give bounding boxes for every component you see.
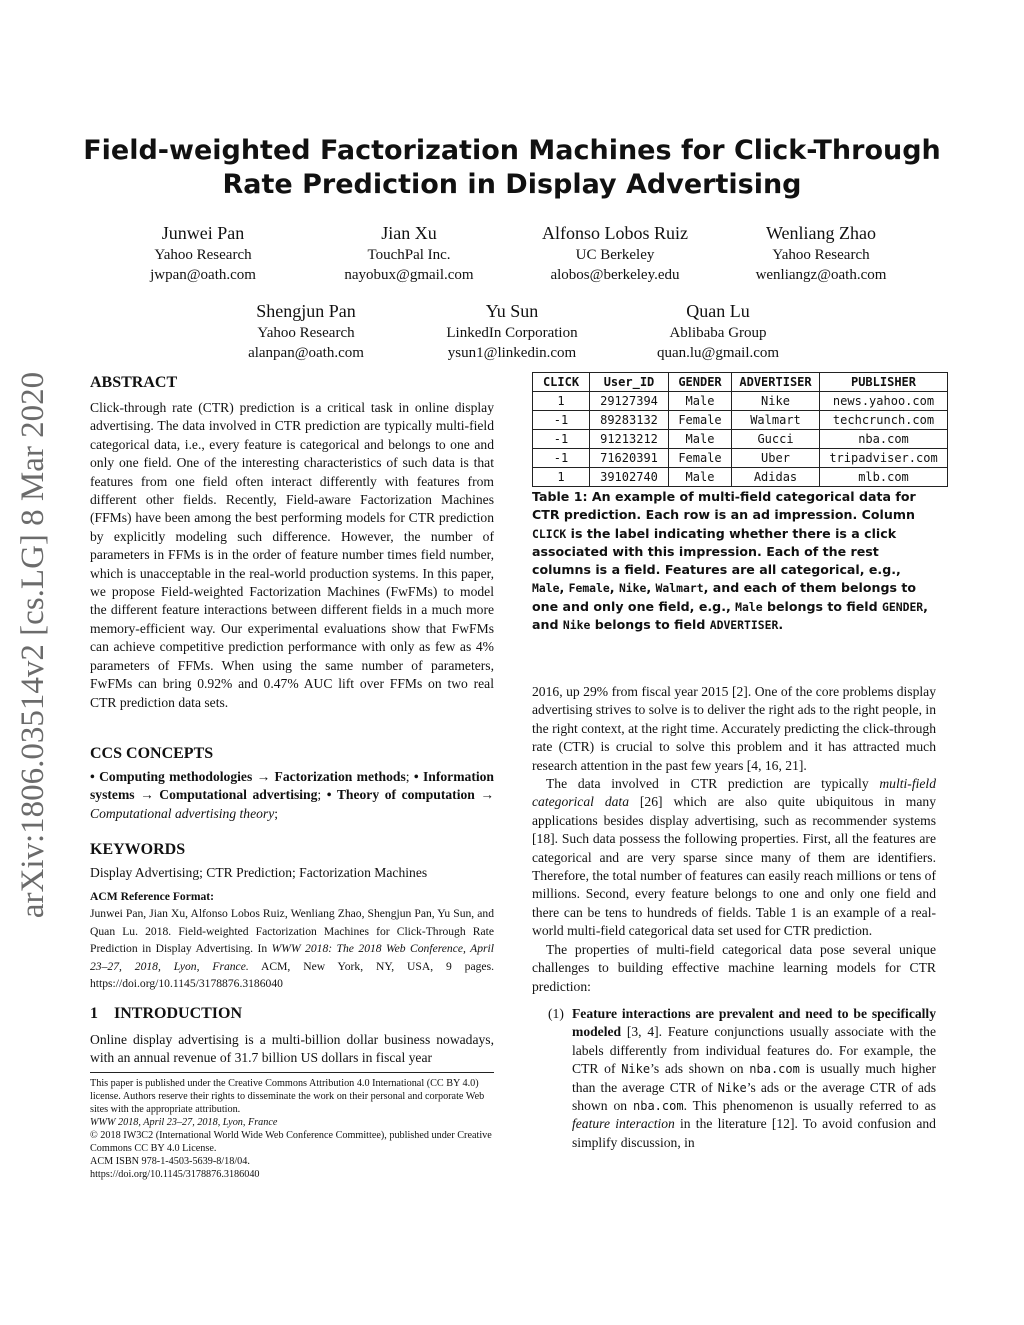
author-email: jwpan@oath.com: [150, 267, 256, 283]
abstract-text: Click-through rate (CTR) prediction is a critical task in online display advertising. The data involved in CTR prediction are typically multi-field categorical data, i.e., every feature is categorical and belongs to one and only one field. One of the interesting characteristics of such data is that features from one field often interact differently with features from different other fields. Recently, Field-aware Factorization Machines (FFMs) have been among the best performing models for CTR prediction by explicitly modeling such difference. However, the number of parameters in FFMs is in the order of feature number times field number, which is unacceptable in the real-world production systems. In this paper, we propose Field-weighted Factorization Machines (FwFMs) to model the different feature interactions between different fields in a much more memory-efficient way. Our experimental evaluations show that FwFMs can achieve competitive prediction performance with only as few as 4% parameters of FFMs. When using the same number of parameters, FwFMs can bring 0.92% and 0.47% AUC lift over FFMs on two real CTR prediction data sets.: [90, 400, 494, 710]
keywords-section: [90, 840, 494, 882]
author-name: Quan Lu: [686, 301, 750, 321]
author-5: [196, 299, 416, 363]
author-affiliation: Yahoo Research: [257, 325, 355, 341]
acm-ref-part: Junwei Pan, Jian Xu, Alfonso Lobos Ruiz, Wenliang Zhao, Shengjun Pan, Yu Sun, and Quan Lu. 2018. Field-weighted Factorization Machines for Click-Through Rate Prediction in Display Advertising. In: [90, 907, 494, 956]
table-caption: [532, 488, 936, 634]
list-item: [532, 1005, 936, 1152]
table-cell: mlb.com: [820, 468, 948, 487]
table-cell: nba.com: [820, 430, 948, 449]
caption-part: , and each of them belongs to one and only one field, e.g.,: [532, 580, 917, 614]
author-affiliation: Yahoo Research: [772, 247, 870, 263]
author-1: [93, 221, 313, 285]
code-term: nba.com: [749, 1062, 800, 1077]
table-cell: 1: [533, 392, 590, 411]
text-part: [26] which are also quite ubiquitous in many applications besides display advertising, such as recommender systems [18]. Such data possess the following properties. First, all the features are categorical and are very sparse since many of them are identifiers. Therefore, the total number of features can easily reach millions or tens of millions. Second, every feature belongs to one and only one field and there can be tens to hundreds of fields. Table 1 is an example of a real-world multi-field categorical data set used for CTR prediction.: [532, 794, 937, 939]
ccs-arrow: →: [474, 787, 494, 803]
text-part: [3, 4]. Feature conjunctions usually associate with the labels differently from individual features do. For example, the CTR of: [572, 1024, 936, 1077]
table-cell: Walmart: [732, 411, 820, 430]
keywords-text: Display Advertising; CTR Prediction; Factorization Machines: [90, 865, 428, 880]
author-name: Alfonso Lobos Ruiz: [542, 223, 688, 243]
acm-reference-heading: ACM Reference Format:: [90, 890, 215, 903]
caption-part: ,: [609, 580, 619, 596]
acm-ref-venue: WWW 2018: The 2018 Web Conference, April 23–27, 2018, Lyon, France.: [90, 942, 494, 973]
acm-reference-text: [90, 905, 494, 992]
ccs-term: Factorization methods: [274, 769, 406, 784]
table-header-cell: CLICK: [533, 373, 590, 392]
author-name: Junwei Pan: [161, 223, 245, 243]
table-cell: Gucci: [732, 430, 820, 449]
caption-code: Male: [532, 581, 560, 596]
table-cell: 89283132: [590, 411, 669, 430]
section-title: INTRODUCTION: [114, 1005, 243, 1022]
table-cell: tripadviser.com: [820, 449, 948, 468]
table-cell: 91213212: [590, 430, 669, 449]
table-cell: Nike: [732, 392, 820, 411]
table-cell: -1: [533, 430, 590, 449]
table-1: [532, 372, 948, 487]
footnote: [90, 1077, 494, 1181]
footnote-copyright: © 2018 IW3C2 (International World Wide Web Conference Committee), published under Creative Commons CC BY 4.0 License.: [90, 1130, 492, 1154]
footnote-venue: WWW 2018, April 23–27, 2018, Lyon, France: [90, 1117, 278, 1128]
text-part: ’s ads or the average CTR of ads shown on: [572, 1079, 936, 1113]
table-header-cell: GENDER: [669, 373, 732, 392]
caption-part: belongs to field: [590, 617, 710, 633]
ccs-term: • Theory of computation: [326, 787, 475, 803]
data-table: [532, 372, 948, 487]
table-cell: news.yahoo.com: [820, 392, 948, 411]
introduction-continued: [532, 683, 936, 1152]
caption-code: CLICK: [532, 526, 567, 541]
code-term: Nike: [621, 1062, 651, 1077]
caption-code: GENDER: [882, 599, 924, 614]
author-name: Shengjun Pan: [256, 301, 356, 321]
caption-part: ,: [646, 580, 656, 596]
caption-part: is the label indicating whether there is a click associated with this impression. Each of the rest columns is a field. Features are all categorical, e.g.,: [532, 525, 901, 578]
ccs-arrow: →: [252, 769, 275, 784]
table-cell: 71620391: [590, 449, 669, 468]
author-email: alobos@berkeley.edu: [550, 267, 680, 283]
author-3: [505, 221, 725, 285]
table-cell: 29127394: [590, 392, 669, 411]
ccs-term: • Computing methodologies: [90, 769, 253, 784]
author-affiliation: UC Berkeley: [575, 247, 655, 263]
table-row: [533, 468, 948, 487]
introduction-section: [90, 1004, 494, 1068]
footnote-doi: https://doi.org/10.1145/3178876.3186040: [90, 1169, 260, 1180]
introduction-heading: [90, 1004, 494, 1024]
table-cell: -1: [533, 449, 590, 468]
caption-part: ,: [559, 580, 569, 596]
author-email: nayobux@gmail.com: [344, 267, 474, 283]
table-cell: 1: [533, 468, 590, 487]
text-part: . This phenomenon is usually referred to as: [683, 1097, 936, 1113]
author-2: [299, 221, 519, 285]
author-email: ysun1@linkedin.com: [447, 345, 577, 361]
ccs-term: • Information systems: [90, 769, 494, 803]
text-part: is usually much higher than the average CTR of: [572, 1061, 937, 1095]
footnote-isbn: ACM ISBN 978-1-4503-5639-8/18/04.: [90, 1156, 250, 1167]
abstract-heading: ABSTRACT: [90, 374, 178, 391]
paragraph: The properties of multi-field categorical data pose several unique challenges to building effective machine learning models for CTR prediction:: [532, 941, 936, 994]
table-cell: Male: [669, 430, 732, 449]
author-7: [608, 299, 828, 363]
author-affiliation: Yahoo Research: [154, 247, 252, 263]
footnote-license: This paper is published under the Creative Commons Attribution 4.0 International (CC BY 4.0) license. Authors reserve their rights to disseminate the work on their personal and corporate Web sites with the appropriate attribution.: [90, 1078, 485, 1115]
ccs-term: Computational advertising: [159, 787, 318, 803]
author-affiliation: LinkedIn Corporation: [446, 325, 578, 341]
author-name: Wenliang Zhao: [765, 223, 876, 243]
challenge-list: [532, 1005, 936, 1152]
table-cell: Adidas: [732, 468, 820, 487]
caption-code: ADVERTISER: [709, 618, 779, 633]
table-header-cell: User_ID: [590, 373, 669, 392]
table-header-cell: ADVERTISER: [732, 373, 820, 392]
author-name: Yu Sun: [485, 301, 539, 321]
footnote-rule: [90, 1072, 494, 1073]
table-cell: techcrunch.com: [820, 411, 948, 430]
text-part: ’s ads shown on: [650, 1061, 750, 1077]
acm-reference: [90, 888, 494, 992]
table-row: [533, 430, 948, 449]
acm-ref-part: ACM, New York, NY, USA, 9 pages. https://doi.org/10.1145/3178876.3186040: [90, 959, 494, 991]
emphasis: feature interaction: [572, 1116, 675, 1132]
code-term: nba.com: [633, 1098, 684, 1113]
table-cell: -1: [533, 411, 590, 430]
ccs-sep: ;: [274, 805, 279, 821]
paper-title: Field-weighted Factorization Machines for Click-Through Rate Prediction in Display Advertising: [83, 135, 941, 200]
author-name: Jian Xu: [381, 223, 437, 243]
emphasis: multi-field categorical data: [532, 776, 936, 810]
code-term: Nike: [717, 1080, 747, 1095]
section-number: 1: [90, 1005, 98, 1022]
keywords-heading: KEYWORDS: [90, 841, 186, 858]
table-header-row: [533, 373, 948, 392]
table-cell: Uber: [732, 449, 820, 468]
table-cell: Male: [669, 392, 732, 411]
table-row: [533, 392, 948, 411]
author-4: [711, 221, 931, 285]
author-email: wenliangz@oath.com: [755, 267, 887, 283]
text-part: in the literature [12]. To avoid confusion and simplify discussion, in: [572, 1116, 936, 1150]
table-cell: Female: [669, 411, 732, 430]
text-part: The data involved in CTR prediction are typically: [546, 776, 880, 792]
introduction-text: Online display advertising is a multi-billion dollar business nowadays, with an annual revenue of 31.7 billion US dollars in fiscal year: [90, 1032, 494, 1066]
table-cell: Female: [669, 449, 732, 468]
caption-code: Nike: [562, 618, 591, 633]
caption-part: .: [778, 617, 784, 633]
table-cell: Male: [669, 468, 732, 487]
caption-code: Female: [568, 581, 610, 596]
list-number: (1): [548, 1005, 564, 1021]
table-row: [533, 411, 948, 430]
author-6: [402, 299, 622, 363]
paragraph: [532, 775, 936, 941]
author-email: alanpan@oath.com: [248, 345, 364, 361]
table-cell: 39102740: [590, 468, 669, 487]
caption-part: belongs to field: [762, 598, 883, 614]
arxiv-stamp: arXiv:1806.03514v2 [cs.LG] 8 Mar 2020: [15, 371, 51, 919]
author-email: quan.lu@gmail.com: [656, 345, 780, 361]
caption-code: Walmart: [655, 581, 704, 596]
table-row: [533, 449, 948, 468]
ccs-section: [90, 744, 494, 823]
ccs-arrow: →: [134, 787, 160, 803]
author-affiliation: Ablibaba Group: [669, 325, 767, 341]
caption-part: Table 1: An example of multi-field categorical data for CTR prediction. Each row is an ad impression. Column: [532, 489, 916, 523]
author-affiliation: TouchPal Inc.: [367, 247, 451, 263]
paragraph: 2016, up 29% from fiscal year 2015 [2]. One of the core problems display advertising strives to solve is to deliver the right ads to the right people, in the right context, at the right time. Accurately predicting the click-through rate (CTR) is crucial to solve this problem and it has attracted much research attention in the past few years [4, 16, 21].: [532, 684, 936, 773]
table-header-cell: PUBLISHER: [820, 373, 948, 392]
ccs-sep: ;: [317, 787, 327, 803]
caption-code: Nike: [618, 581, 647, 596]
ccs-sep: ;: [405, 769, 414, 784]
caption-part: , and: [532, 598, 928, 633]
ccs-term: Computational advertising theory: [90, 805, 275, 821]
abstract-section: [90, 373, 494, 712]
caption-code: Male: [735, 599, 763, 614]
ccs-text: [90, 768, 494, 823]
ccs-heading: CCS CONCEPTS: [90, 745, 214, 762]
list-item-title: Feature interactions are prevalent and need to be specifically modeled: [572, 1005, 936, 1040]
